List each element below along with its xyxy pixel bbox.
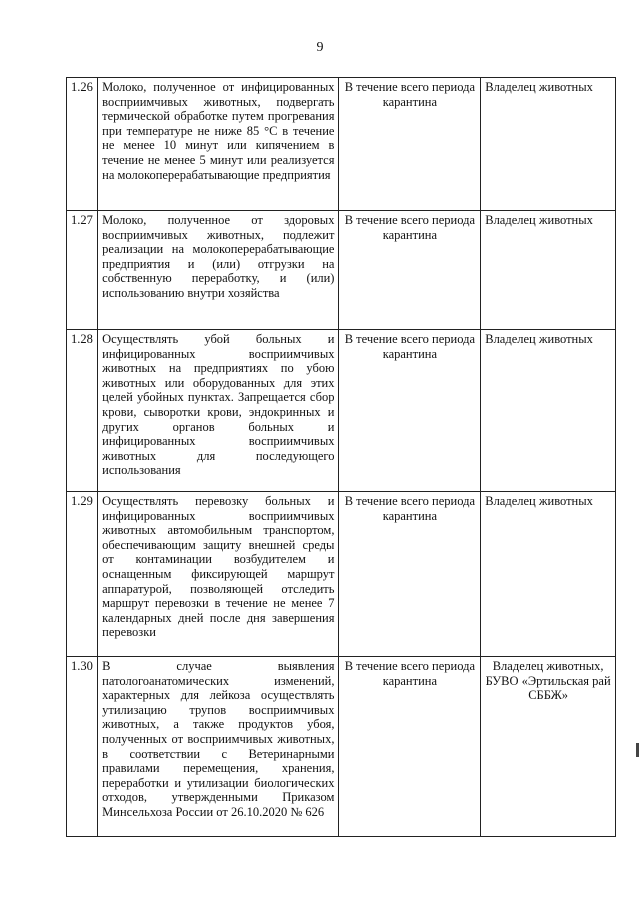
responsible-text: Владелец животных [481, 211, 616, 330]
responsible-text: Владелец животных [481, 78, 616, 211]
table-row [67, 330, 616, 492]
table-row [67, 492, 616, 657]
responsible-text: Владелец животных, БУВО «Эртильская рай СББЖ» [481, 657, 616, 837]
measures-table [66, 77, 616, 837]
table-row [67, 211, 616, 330]
measure-text: Молоко, полученное от инфицированных восприимчивых животных, подвергать термической обработке путем прогревания при температуре не ниже 85 °С в течение не менее 10 минут или кипячением в течение не менее 5 минут или реализуется на молокоперерабатывающие предприятия [98, 78, 339, 211]
row-number: 1.30 [67, 657, 98, 837]
row-number: 1.28 [67, 330, 98, 492]
term-text: В течение всего периода карантина [339, 211, 481, 330]
responsible-text: Владелец животных [481, 492, 616, 657]
term-text: В течение всего периода карантина [339, 657, 481, 837]
table-row [67, 78, 616, 211]
measure-text: Молоко, полученное от здоровых восприимчивых животных, подлежит реализации на молокоперерабатывающие предприятия и (или) отгрузки на собственную переработку, и (или) использованию внутри хозяйства [98, 211, 339, 330]
table-row [67, 657, 616, 837]
row-number: 1.26 [67, 78, 98, 211]
row-number: 1.27 [67, 211, 98, 330]
page-number: 9 [316, 40, 324, 55]
measure-text: Осуществлять перевозку больных и инфицированных восприимчивых животных автомобильным транспортом, обеспечивающим защиту внешней среды от контаминации возбудителем и оснащенным фиксирующей маршрут аппаратурой, позволяющей отследить маршрут перевозки в течение не менее 7 календарных дней после дня завершения перевозки [98, 492, 339, 657]
term-text: В течение всего периода карантина [339, 492, 481, 657]
measure-text: В случае выявления патологоанатомических изменений, характерных для лейкоза осуществлять утилизацию трупов восприимчивых животных, а также продуктов убоя, полученных от восприимчивых животных, в соответствии с Ветеринарными правилами перемещения, хранения, переработки и утилизации биологических отходов, утвержденными Приказом Минсельхоза России от 26.10.2020 № 626 [98, 657, 339, 837]
term-text: В течение всего периода карантина [339, 330, 481, 492]
measure-text: Осуществлять убой больных и инфицированных восприимчивых животных на предприятиях по убою животных или оборудованных для этих целей убойных пунктах. Запрещается сбор крови, сыворотки крови, эндокринных и других органов больных и инфицированных восприимчивых животных для последующего использования [98, 330, 339, 492]
responsible-text: Владелец животных [481, 330, 616, 492]
row-number: 1.29 [67, 492, 98, 657]
term-text: В течение всего периода карантина [339, 78, 481, 211]
scan-edge-mark [636, 743, 639, 757]
